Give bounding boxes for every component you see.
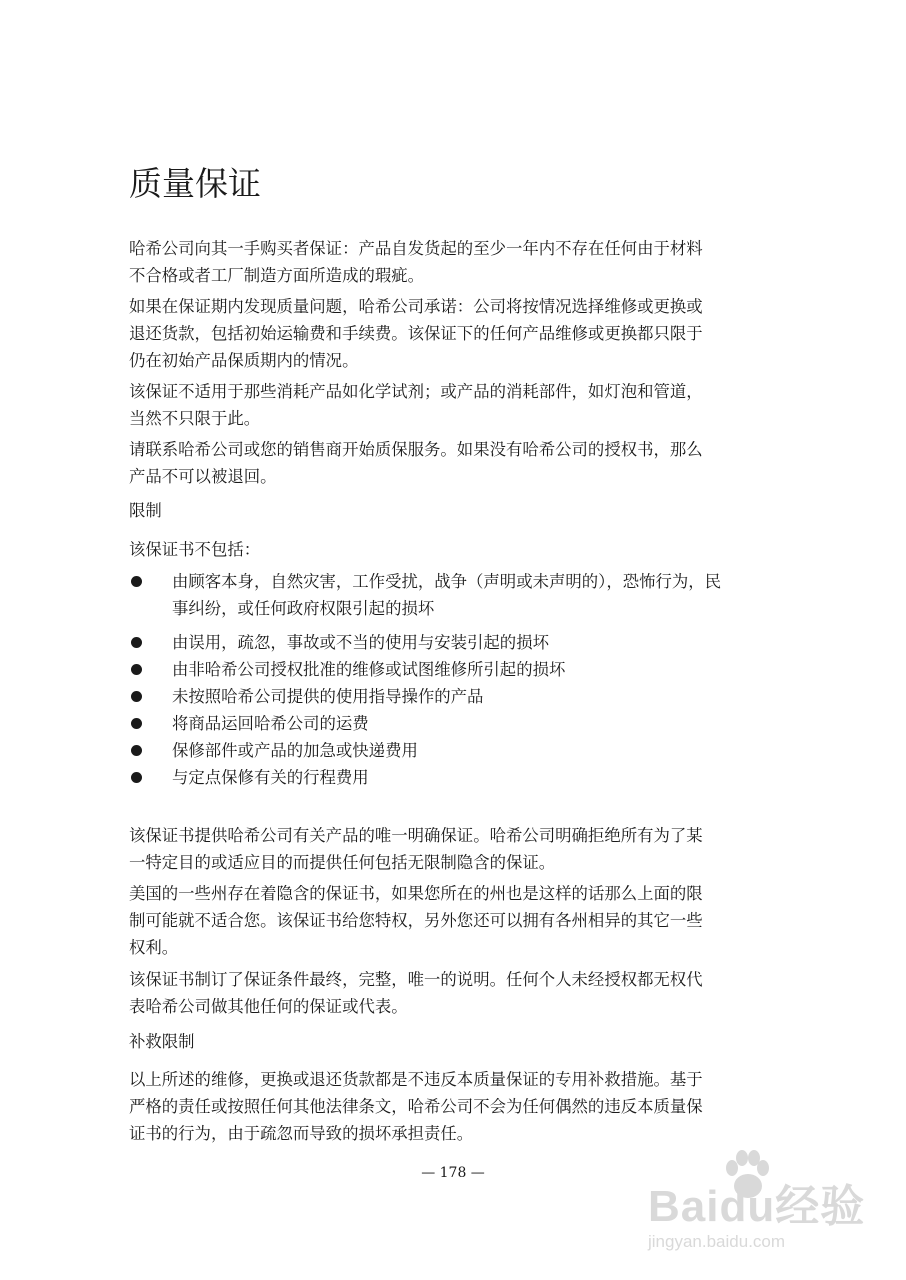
page-title: 质量保证 — [129, 164, 261, 203]
intro-paragraph-1: 哈希公司向其一手购买者保证：产品自发货起的至少一年内不存在任何由于材料 不合格或者工厂制造方面所造成的瑕疵。 — [129, 239, 703, 285]
watermark-url: jingyan.baidu.com — [648, 1232, 786, 1251]
remedy-heading: 补救限制 — [129, 1032, 195, 1051]
statement-paragraph-3: 该保证书制订了保证条件最终，完整，唯一的说明。任何个人未经授权都无权代 表哈希公司做其他任何的保证或代表。 — [129, 970, 703, 1016]
bullet-icon — [131, 745, 142, 756]
bullet-icon — [131, 576, 142, 587]
intro-paragraph-2: 如果在保证期内发现质量问题，哈希公司承诺：公司将按情况选择维修或更换或 退还货款，包括初始运输费和手续费。该保证下的任何产品维修或更换都只限于 仍在初始产品保质期内的情况。 — [129, 297, 703, 370]
limits-intro: 该保证书不包括： — [129, 540, 261, 559]
watermark-logo-text: Baidu经验 — [648, 1182, 866, 1231]
intro-paragraph-3: 该保证不适用于那些消耗产品如化学试剂；或产品的消耗部件，如灯泡和管道， 当然不只限于此。 — [129, 382, 703, 428]
baidu-watermark — [648, 1150, 888, 1260]
bullet-icon — [131, 772, 142, 783]
bullet-icon — [131, 691, 142, 702]
bullet-icon — [131, 637, 142, 648]
bullet-icon — [131, 718, 142, 729]
intro-paragraph-4: 请联系哈希公司或您的销售商开始质保服务。如果没有哈希公司的授权书，那么 产品不可以被退回。 — [129, 440, 703, 486]
limits-heading: 限制 — [129, 501, 162, 520]
document-page: 质量保证 哈希公司向其一手购买者保证：产品自发货起的至少一年内不存在任何由于材料 不合格或者工厂制造方面所造成的瑕疵。 如果在保证期内发现质量问题，哈希公司承诺：公司将按情况选择维修或更换或 退还货款，包括初始运输费和手续费。该保证下的任何产品维修或更换都只限于 仍在初始产品保质期内的情况。 该保证不适用于那些消耗产品如化学试剂；或产品的消耗部件，如灯泡和管道， 当然不只限于此。 请联系哈希公司或您的销售商开始质保服务。如果没有哈希公司的授权书，那么 产品不可以被退回。 限制 该保证书不包括： 由顾客本身，自然灾害，工作受扰，战争（声明或未声明的），恐怖行为，民 事纠纷，或任何政府权限引起的损坏 由误用，疏忽，事故或不当的使用与安装引起的损坏 由非哈希公司授权批准的维修或试图维修所引起的损坏 未按照哈希公司提供的使用指导操作的产品 将商品运回哈希公司的运费 保修部件或产品的加急或快递费用 与定点保修有关的行程费用 该保证书提供哈希公司有关产品的唯一明确保证。哈希公司明确拒绝所有为了某 一特定目的或适应目的而提供任何包括无限制隐含的保证。 美国的一些州存在着隐含的保证书，如果您所在的州也是这样的话那么上面的限 制可能就不适合您。该保证书给您特权，另外您还可以拥有各州相异的其它一些 权利。 该保证书制订了保证条件最终，完整，唯一的说明。任何个人未经授权都无权代 表哈希公司做其他任何的保证或代表。 补救限制 以上所述的维修，更换或退还货款都是不违反本质量保证的专用补救措施。基于 严格的责任或按照任何其他法律条文，哈希公司不会为任何偶然的违反本质量保 证书的行为，由于疏忽而导致的损坏承担责任。 — 178 — Baidu经验 jingyan.baidu.com — [0, 0, 906, 1280]
statement-paragraph-2: 美国的一些州存在着隐含的保证书，如果您所在的州也是这样的话那么上面的限 制可能就不适合您。该保证书给您特权，另外您还可以拥有各州相异的其它一些 权利。 — [129, 884, 703, 957]
bullet-icon — [131, 664, 142, 675]
statement-paragraph-1: 该保证书提供哈希公司有关产品的唯一明确保证。哈希公司明确拒绝所有为了某 一特定目的或适应目的而提供任何包括无限制隐含的保证。 — [129, 826, 703, 872]
remedy-paragraph: 以上所述的维修，更换或退还货款都是不违反本质量保证的专用补救措施。基于 严格的责任或按照任何其他法律条文，哈希公司不会为任何偶然的违反本质量保 证书的行为，由于疏忽而导致的损坏承担责任。 — [129, 1070, 703, 1143]
page-number: — 178 — — [421, 1165, 485, 1181]
